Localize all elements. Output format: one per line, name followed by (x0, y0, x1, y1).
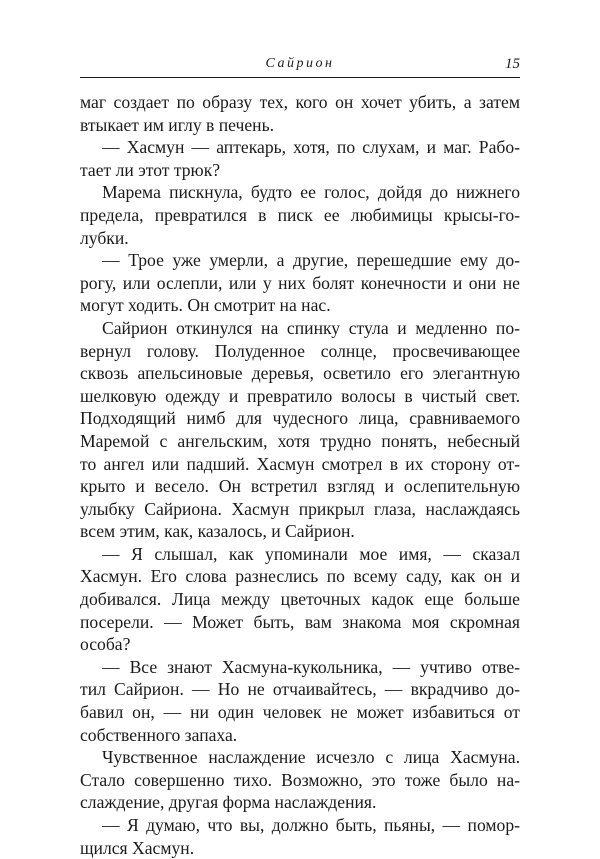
text-line: щился Хасмун. (80, 837, 195, 858)
text-line: — Я слышал, как упоминали мое имя, — сказал (102, 543, 520, 564)
text-line: крыто и весело. Он встретил взгляд и ослепительную (80, 476, 520, 497)
text-line: Сайрион откинулся на спинку стула и медленно по- (102, 317, 520, 338)
text-line: тил Сайрион. — Но не отчаивайтесь, — вкрадчиво до- (80, 679, 520, 700)
text-line: втыкает им иглу в печень. (80, 114, 275, 135)
running-title: Сайрион (265, 56, 335, 71)
text-line: Хасмун. Его слова разнеслись по всему саду, как он и (80, 566, 520, 587)
text-line: Подходящий нимб для чудесного лица, сравниваемого (80, 408, 520, 429)
text-line: — Хасмун — аптекарь, хотя, по слухам, и маг. Рабо- (102, 137, 520, 158)
text-line: Чувственное наслаждение исчезло с лица Хасмуна. (102, 747, 520, 768)
text-line: лубки. (80, 227, 129, 248)
text-line: Стало совершенно тихо. Возможно, это тоже было на- (80, 769, 520, 790)
text-line: могут ходить. Он смотрит на нас. (80, 295, 331, 316)
text-line: всем этим, как, казалось, и Сайрион. (80, 521, 355, 542)
text-line: то ангел или падший. Хасмун смотрел в их сторону от- (80, 453, 520, 474)
body-text (80, 91, 520, 859)
text-line: предела, превратился в писк ее любимицы крысы-го- (80, 204, 520, 225)
running-head (80, 56, 520, 78)
text-line: шелковую одежду и превратило волосы в чистый свет. (80, 385, 520, 406)
text-line: Марема пискнула, будто ее голос, дойдя до нижнего (102, 182, 520, 203)
text-line: маг создает по образу тех, кого он хочет убить, а затем (80, 92, 520, 112)
text-line: Маремой с ангельским, хотя трудно понять, небесный (80, 430, 520, 451)
text-line: сквозь апельсиновые деревья, осветило его элегантную (80, 363, 520, 384)
text-line: особа? (80, 634, 131, 655)
page-number: 15 (505, 56, 520, 72)
text-line: — Все знают Хасмуна-кукольника, — учтиво отве- (102, 656, 520, 677)
text-line: — Я думаю, что вы, должно быть, пьяны, — помор- (102, 815, 520, 835)
text-line: посерели. — Может быть, вам знакома моя скромная (80, 611, 520, 632)
text-line: собственного запаха. (80, 724, 238, 745)
text-line: тает ли этот трюк? (80, 159, 221, 180)
text-line: вернул голову. Полуденное солнце, просвечивающее (80, 340, 520, 361)
header-rule (80, 77, 520, 78)
text-line: добивался. Лица между цветочных кадок еще больше (80, 589, 520, 610)
text-line: слаждение, другая форма наслаждения. (80, 792, 377, 813)
text-line: бавил он, — ни один человек не может избавиться от (80, 702, 520, 723)
text-line: — Трое уже умерли, а другие, перешедшие ему до- (102, 250, 520, 271)
text-line: улыбку Сайриона. Хасмун прикрыл глаза, наслаждаясь (80, 498, 520, 519)
text-line: рогу, или ослепли, или у них болят конечности и они не (80, 272, 520, 293)
